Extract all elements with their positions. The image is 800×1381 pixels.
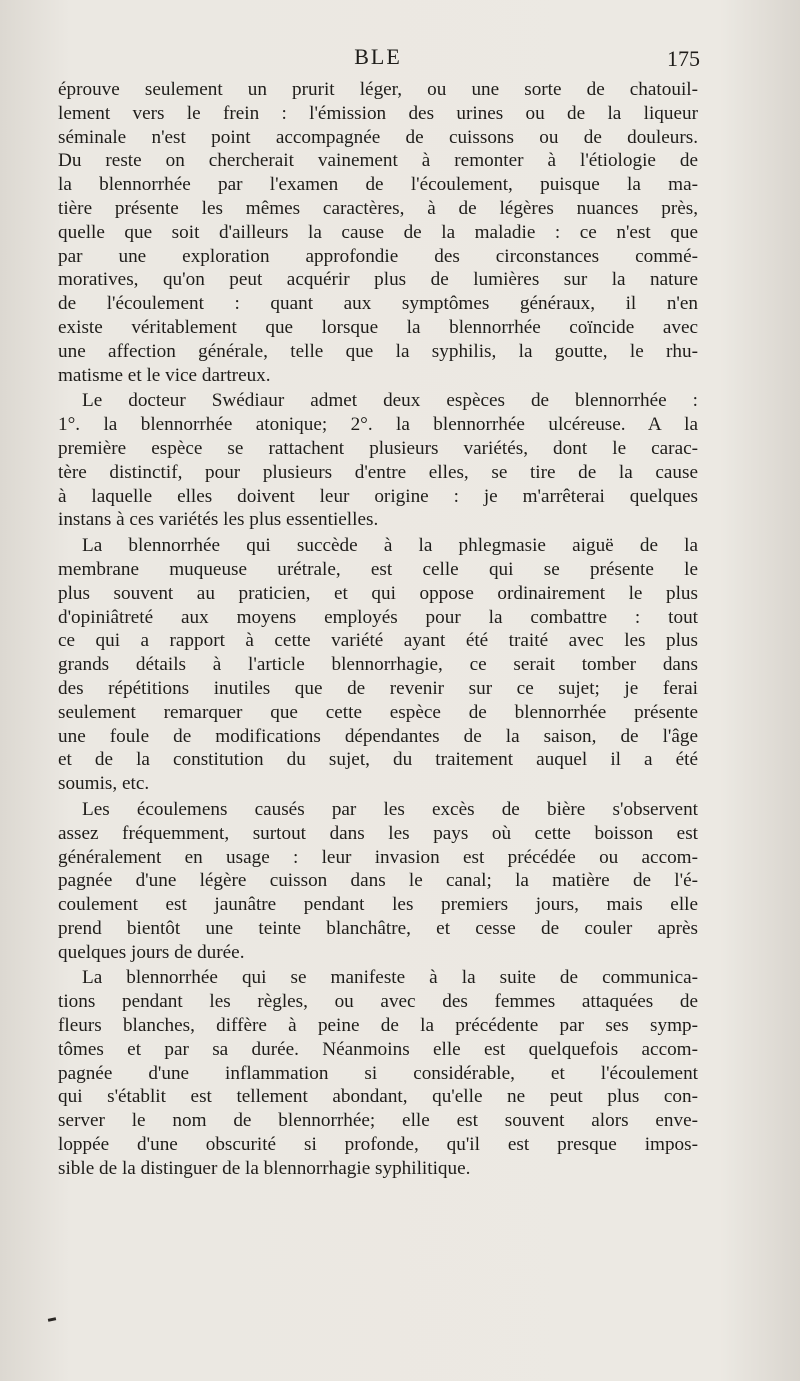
text-line: quelques jours de durée.: [58, 941, 245, 963]
text-line: grands détails à l'article blennorrhagie, ce serait tomber dans: [58, 654, 698, 676]
text-line: tômes et par sa durée. Néanmoins elle est quelquefois accom-: [58, 1038, 698, 1060]
text-line: tère distinctif, pour plusieurs d'entre elles, se tire de la cause: [58, 461, 698, 483]
text-line: pagnée d'une légère cuisson dans le canal; la matière de l'é-: [58, 870, 698, 892]
text-line: de l'écoulement : quant aux symptômes généraux, il n'en: [58, 293, 698, 315]
running-head: [58, 40, 698, 78]
body-text: [58, 78, 698, 1181]
text-line: éprouve seulement un prurit léger, ou une sorte de chatouil-: [58, 79, 698, 100]
text-line: Du reste on chercherait vainement à remonter à l'étiologie de: [58, 150, 698, 172]
text-line: matisme et le vice dartreux.: [58, 364, 271, 386]
paragraph: [58, 78, 698, 387]
paragraph: [58, 534, 698, 796]
text-line: des répétitions inutiles que de revenir sur ce sujet; je ferai: [58, 677, 698, 699]
text-line: plus souvent au praticien, et qui oppose ordinairement le plus: [58, 582, 698, 604]
text-line: quelle que soit d'ailleurs la cause de la maladie : ce n'est que: [58, 221, 698, 243]
text-line: d'opiniâtreté aux moyens employés pour la combattre : tout: [58, 606, 698, 628]
text-line: généralement en usage : leur invasion est précédée ou accom-: [58, 846, 698, 868]
text-line: loppée d'une obscurité si profonde, qu'il est presque impos-: [58, 1134, 698, 1156]
text-line: tière présente les mêmes caractères, à de légères nuances près,: [58, 197, 698, 219]
ink-mark: [48, 1317, 56, 1322]
running-head-title: BLE: [354, 44, 402, 69]
text-line: soumis, etc.: [58, 773, 150, 795]
text-line: existe véritablement que lorsque la blennorrhée coïncide avec: [58, 316, 698, 338]
text-line: coulement est jaunâtre pendant les premiers jours, mais elle: [58, 894, 698, 916]
text-line: sible de la distinguer de la blennorrhagie syphilitique.: [58, 1157, 471, 1179]
text-line: Les écoulemens causés par les excès de bière s'observent: [82, 798, 698, 820]
text-line: 1°. la blennorrhée atonique; 2°. la blennorrhée ulcéreuse. A la: [58, 414, 698, 436]
text-line: à laquelle elles doivent leur origine : je m'arrêterai quelques: [58, 485, 698, 507]
text-line: par une exploration approfondie des circonstances commé-: [58, 245, 698, 267]
text-line: prend bientôt une teinte blanchâtre, et cesse de couler après: [58, 917, 698, 939]
text-line: seulement remarquer que cette espèce de blennorrhée présente: [58, 701, 698, 723]
text-line: tions pendant les règles, ou avec des femmes attaquées de: [58, 991, 698, 1013]
page-number: 175: [667, 46, 700, 71]
text-line: instans à ces variétés les plus essentielles.: [58, 509, 379, 531]
text-line: moratives, qu'on peut acquérir plus de lumières sur la nature: [58, 269, 698, 291]
text-line: server le nom de blennorrhée; elle est souvent alors enve-: [58, 1110, 698, 1132]
text-line: une affection générale, telle que la syphilis, la goutte, le rhu-: [58, 340, 698, 362]
text-line: assez fréquemment, surtout dans les pays où cette boisson est: [58, 822, 698, 844]
text-line: et de la constitution du sujet, du traitement auquel il a été: [58, 749, 698, 771]
text-line: fleurs blanches, diffère à peine de la précédente par ses symp-: [58, 1015, 698, 1037]
text-line: lement vers le frein : l'émission des urines ou de la liqueur: [58, 102, 698, 124]
text-line: première espèce se rattachent plusieurs variétés, dont le carac-: [58, 437, 698, 459]
text-line: Le docteur Swédiaur admet deux espèces de blennorrhée :: [82, 390, 698, 412]
text-line: ce qui a rapport à cette variété ayant été traité avec les plus: [58, 630, 698, 652]
text-line: séminale n'est point accompagnée de cuissons ou de douleurs.: [58, 126, 698, 148]
text-line: une foule de modifications dépendantes de la saison, de l'âge: [58, 725, 698, 747]
text-line: La blennorrhée qui se manifeste à la suite de communica-: [82, 967, 698, 989]
text-line: qui s'établit est tellement abondant, qu'elle ne peut plus con-: [58, 1086, 698, 1108]
paragraph: [58, 389, 698, 532]
text-line: La blennorrhée qui succède à la phlegmasie aiguë de la: [82, 535, 698, 557]
text-line: pagnée d'une inflammation si considérable, et l'écoulement: [58, 1062, 698, 1084]
book-page: [58, 40, 698, 1360]
text-line: la blennorrhée par l'examen de l'écoulement, puisque la ma-: [58, 174, 698, 196]
text-line: membrane muqueuse urétrale, est celle qui se présente le: [58, 558, 698, 580]
paragraph: [58, 966, 698, 1180]
paragraph: [58, 798, 698, 965]
